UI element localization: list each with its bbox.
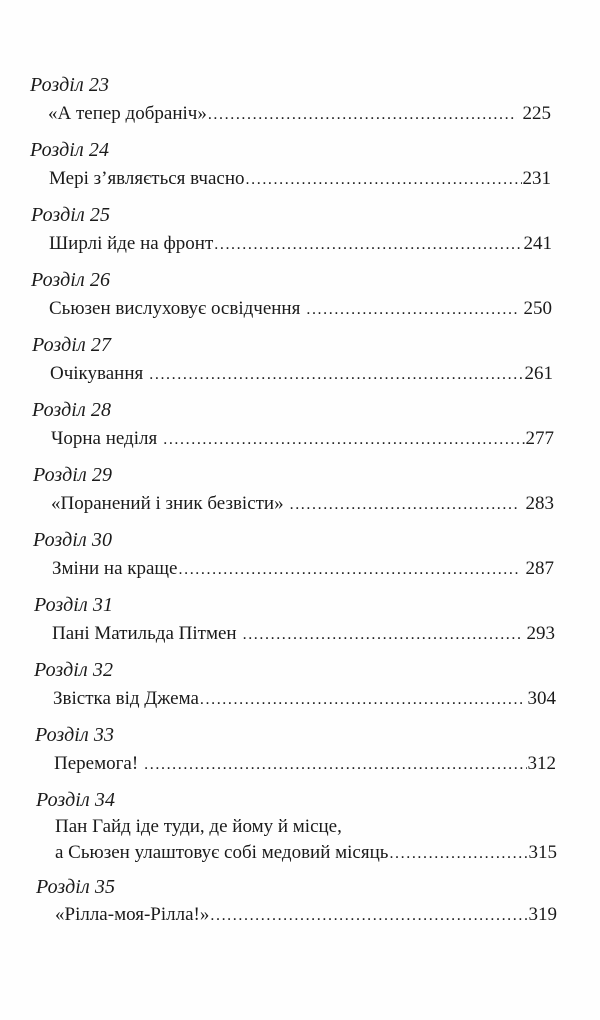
- page-number: 277: [525, 428, 554, 449]
- chapter-title-first-line[interactable]: Пан Гайд іде туди, де йому й місце,: [55, 816, 342, 837]
- chapter-heading: Розділ 31: [34, 594, 114, 616]
- page-number: 287: [525, 558, 554, 579]
- chapter-heading: Розділ 34: [36, 789, 116, 811]
- chapter-heading: Розділ 30: [33, 529, 113, 551]
- dot-leader: [200, 689, 522, 711]
- chapter-title: Ширлі йде на фронт: [49, 233, 214, 254]
- chapter-title: Перемога!: [54, 753, 139, 774]
- chapter-title: Сьюзен вислуховує освідчення: [49, 298, 301, 319]
- chapter-title: «Рілла-моя-Рілла!»: [55, 904, 210, 925]
- chapter-heading: Розділ 24: [30, 139, 110, 161]
- dot-leader: [208, 104, 517, 126]
- page-number: 315: [528, 842, 557, 863]
- chapter-title-line[interactable]: [53, 688, 556, 711]
- chapter-heading: Розділ 26: [31, 269, 111, 291]
- chapter-title: Чорна неділя: [51, 428, 158, 449]
- page-number: 261: [524, 363, 553, 384]
- chapter-heading: Розділ 33: [35, 724, 115, 746]
- dot-leader: [214, 234, 522, 256]
- chapter-title-line[interactable]: [50, 363, 553, 386]
- chapter-title-line[interactable]: [49, 233, 552, 256]
- chapter-title-line[interactable]: [49, 168, 551, 191]
- page-number: 250: [523, 298, 552, 319]
- dot-leader: [306, 299, 517, 321]
- page-number: 312: [527, 753, 556, 774]
- chapter-title: а Сьюзен улаштовує собі медовий місяць: [55, 842, 389, 863]
- page-number: 283: [525, 493, 554, 514]
- dot-leader: [389, 843, 527, 865]
- chapter-title: Пані Матильда Пітмен: [52, 623, 237, 644]
- dot-leader: [144, 754, 526, 776]
- chapter-title-line[interactable]: [54, 753, 556, 776]
- chapter-title-line[interactable]: [52, 558, 554, 581]
- dot-leader: [210, 905, 527, 927]
- chapter-title: Зміни на краще: [52, 558, 178, 579]
- chapter-title: Очікування: [50, 363, 144, 384]
- chapter-title-line[interactable]: [48, 103, 551, 126]
- chapter-heading: Розділ 23: [30, 74, 110, 96]
- chapter-title-line[interactable]: [51, 428, 554, 451]
- chapter-heading: Розділ 35: [36, 876, 116, 898]
- chapter-title-line[interactable]: [55, 904, 557, 927]
- chapter-title: «Поранений і зник безвісти»: [51, 493, 284, 514]
- page-number: 241: [523, 233, 552, 254]
- page-number: 225: [522, 103, 551, 124]
- chapter-heading: Розділ 27: [32, 334, 112, 356]
- chapter-title-line[interactable]: [51, 493, 554, 516]
- page-number: 231: [522, 168, 551, 189]
- chapter-heading: Розділ 28: [32, 399, 112, 421]
- chapter-heading: Розділ 32: [34, 659, 114, 681]
- chapter-title-line[interactable]: [52, 623, 555, 646]
- page-number: 304: [527, 688, 556, 709]
- chapter-title: Мері з’являється вчасно: [49, 168, 245, 189]
- chapter-title-line[interactable]: [55, 842, 557, 865]
- dot-leader: [163, 429, 524, 451]
- page-number: 293: [526, 623, 555, 644]
- page-number: 319: [528, 904, 557, 925]
- dot-leader: [179, 559, 520, 581]
- chapter-heading: Розділ 25: [31, 204, 111, 226]
- dot-leader: [243, 624, 521, 646]
- dot-leader: [290, 494, 520, 516]
- dot-leader: [246, 169, 522, 191]
- chapter-heading: Розділ 29: [33, 464, 113, 486]
- chapter-title-line[interactable]: [49, 298, 552, 321]
- chapter-title: «А тепер добраніч»: [48, 103, 207, 124]
- dot-leader: [149, 364, 523, 386]
- chapter-title: Звістка від Джема: [53, 688, 199, 709]
